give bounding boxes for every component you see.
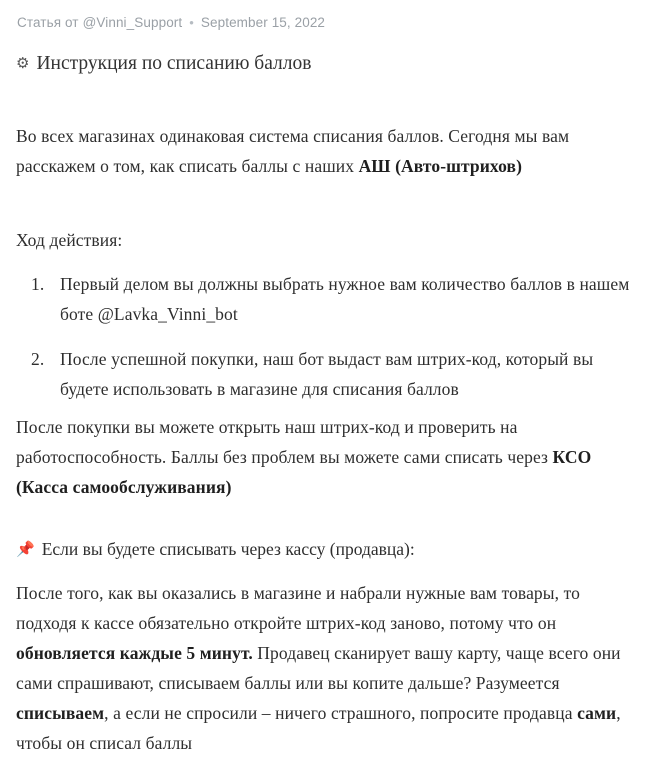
cashier-part1: После того, как вы оказались в магазине и набрали нужные вам товары, то подходя к кассе обязательно откройте штрих-код заново, потому что он [16, 583, 580, 633]
byline-date: September 15, 2022 [200, 15, 326, 30]
cashier-paragraph [16, 578, 637, 758]
cashier-bold1: обновляется каждые 5 минут. [16, 643, 253, 663]
page-title-text: Инструкция по списанию баллов [36, 53, 312, 74]
spacer [16, 77, 637, 121]
steps-heading: Ход действия: [16, 230, 123, 250]
cashier-bold3: сами [577, 703, 617, 723]
cashier-part2: Продавец сканирует вашу карту, чаще всего они сами спрашивают, списываем баллы или вы копите дальше? Разумеется [16, 643, 621, 693]
spacer [16, 181, 637, 225]
kso-paragraph [16, 412, 637, 502]
list-item: Первый делом вы должны выбрать нужное вам количество баллов в нашем боте @Lavka_Vinni_bot [60, 274, 630, 324]
steps-list [16, 269, 637, 404]
byline-separator: • [189, 15, 194, 30]
cashier-heading [16, 534, 637, 564]
article-byline [17, 14, 637, 32]
kso-bold: КСО (Касса самообслуживания) [16, 447, 592, 497]
byline-prefix: Статья от [17, 15, 79, 30]
list-item: После успешной покупки, наш бот выдаст вам штрих-код, который вы будете использовать в магазине для списания баллов [60, 349, 594, 399]
kso-text: После покупки вы можете открыть наш штрих-код и проверить на работоспособность. Баллы без проблем вы можете сами списать через [16, 417, 553, 467]
intro-paragraph [16, 121, 637, 181]
spacer [16, 564, 637, 578]
cashier-part4: , чтобы он списал баллы [16, 703, 621, 753]
spacer [16, 404, 637, 412]
byline-author-link[interactable]: @Vinni_Support [82, 15, 183, 30]
intro-text: Во всех магазинах одинаковая система списания баллов. Сегодня мы вам расскажем о том, как списать баллы с наших [16, 126, 570, 176]
pushpin-emoji-icon: 📌 [16, 540, 35, 558]
intro-bold: АШ (Авто-штрихов) [358, 156, 522, 176]
cashier-heading-text: Если вы будете списывать через кассу (продавца): [41, 539, 415, 559]
page-title [16, 51, 637, 77]
cashier-bold2: списываем [16, 703, 105, 723]
spacer [16, 255, 637, 269]
cashier-part3: , а если не спросили – ничего страшного, попросите продавца [104, 703, 578, 723]
spacer [16, 502, 637, 534]
gear-emoji-icon: ⚙ [16, 54, 30, 72]
